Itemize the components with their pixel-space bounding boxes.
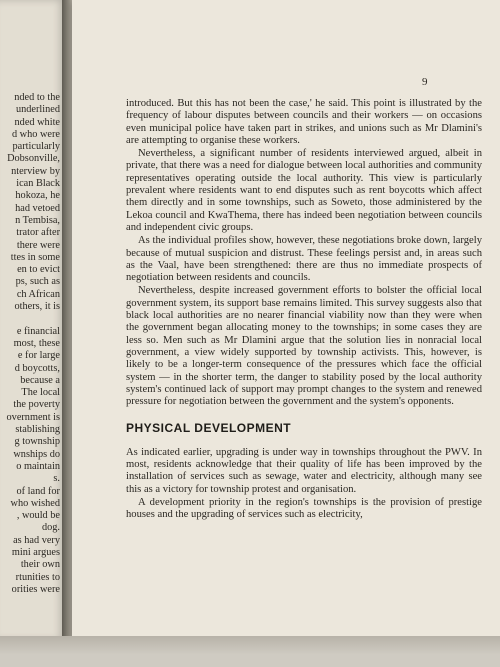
left-page-text [7, 92, 60, 596]
page-number: 9 [422, 76, 428, 88]
left-page-line: rtunities to [15, 571, 60, 583]
section-heading: PHYSICAL DEVELOPMENT [126, 421, 292, 436]
paragraph: A development priority in the region's townships is the provision of prestige houses and the upgrading of services such as electricity, [126, 496, 482, 521]
left-page-line: overnment is [6, 411, 60, 423]
left-page-line [7, 313, 60, 325]
left-page-line: d boycotts, [14, 362, 60, 374]
left-page-line: en to evict [17, 264, 60, 276]
left-page-line: Dobsonville, [7, 153, 60, 165]
left-page-line: e for large [17, 350, 60, 362]
left-page-line: nded white [14, 116, 60, 128]
left-page [0, 0, 66, 640]
left-page-line: n Tembisa, [15, 214, 60, 226]
left-page-line: nterview by [11, 165, 60, 177]
left-page-line: wnships do [13, 448, 60, 460]
left-page-line: underlined [15, 104, 60, 116]
left-page-line: The local [21, 387, 60, 399]
left-page-line: ps, such as [15, 276, 60, 288]
paragraph: introduced. But this has not been the case,' he said. This point is illustrated by the frequency of labour disputes between councils and their workers — on occasions even municipal police have taken part in strikes, and unions such as Mr Dlamini's are attempting to organise these workers. [126, 98, 482, 146]
left-page-line: mini argues [11, 546, 60, 558]
paragraph: Nevertheless, despite increased government efforts to bolster the official local government system, its support base remains limited. This survey suggests also that black local authorities are no nearer financial viability now than they were when the government began allocating money to the townships; in some cases they are less so. Men such as Mr Dlamini argue that the solution lies in nonracial local government, a view widely supported by township activists. This, however, is likely to be a longer-term consequence of the pressures which face the official system — in the shorter term, the danger to stability posed by the local authority system's continued lack of support may prompt changes to the system and renewed pressure for negotiation between the government and the system's opponents. [126, 285, 482, 408]
left-page-line: others, it is [14, 301, 60, 313]
left-page-line: as had very [13, 534, 60, 546]
left-page-line: orities were [11, 583, 60, 595]
left-page-line: e financial [16, 325, 60, 337]
paragraph: Nevertheless, a significant number of residents interviewed argued, albeit in private, that there was a need for dialogue between local authorities and community representatives operating outside the local authority. This view is particularly prevalent where residents want to end disputes such as rent boycotts which affect them directly and in some townships, such as Soweto, those administered by the Lekoa council and KwaThema, there has indeed been negotiation between councils and independent civic groups. [126, 148, 482, 233]
left-page-line: who wished [10, 497, 60, 509]
left-page-line: particularly [12, 141, 60, 153]
left-page-line: s. [53, 473, 60, 485]
left-page-line: ican Black [16, 178, 60, 190]
left-page-line: nded to the [14, 92, 60, 103]
table-surface [0, 636, 500, 667]
left-page-line: g township [14, 436, 60, 448]
body-text [126, 98, 482, 523]
left-page-line: trator after [16, 227, 60, 239]
left-page-line: stablishing [15, 424, 60, 436]
left-page-line: most, these [13, 337, 60, 349]
left-page-line: their own [20, 559, 60, 571]
left-page-line: dog. [41, 522, 60, 534]
left-page-line: because a [20, 374, 60, 386]
paragraph: As the individual profiles show, however, these negotiations broke down, largely because of mutual suspicion and distrust. These feelings persist and, in areas such as the Vaal, have been strengthened: there are thus no immediate prospects of negotiation between residents and councils. [126, 235, 482, 284]
left-page-line: there were [16, 239, 60, 251]
left-page-line: hokoza, he [15, 190, 60, 202]
left-page-line: , would be [16, 510, 60, 522]
left-page-line: d who were [11, 128, 60, 140]
left-page-line: ttes in some [10, 251, 60, 263]
left-page-line: o maintain [16, 460, 60, 472]
left-page-line: of land for [16, 485, 60, 497]
paragraph: As indicated earlier, upgrading is under way in townships throughout the PWV. In most, residents acknowledge that their quality of life has been improved by the installation of services such as sewage, water and electricity, although many see this as a victory for township protest and organisation. [126, 446, 482, 495]
right-page [72, 0, 500, 636]
left-page-line: ch African [16, 288, 60, 300]
left-page-line: the poverty [13, 399, 60, 411]
left-page-line: had vetoed [15, 202, 60, 214]
